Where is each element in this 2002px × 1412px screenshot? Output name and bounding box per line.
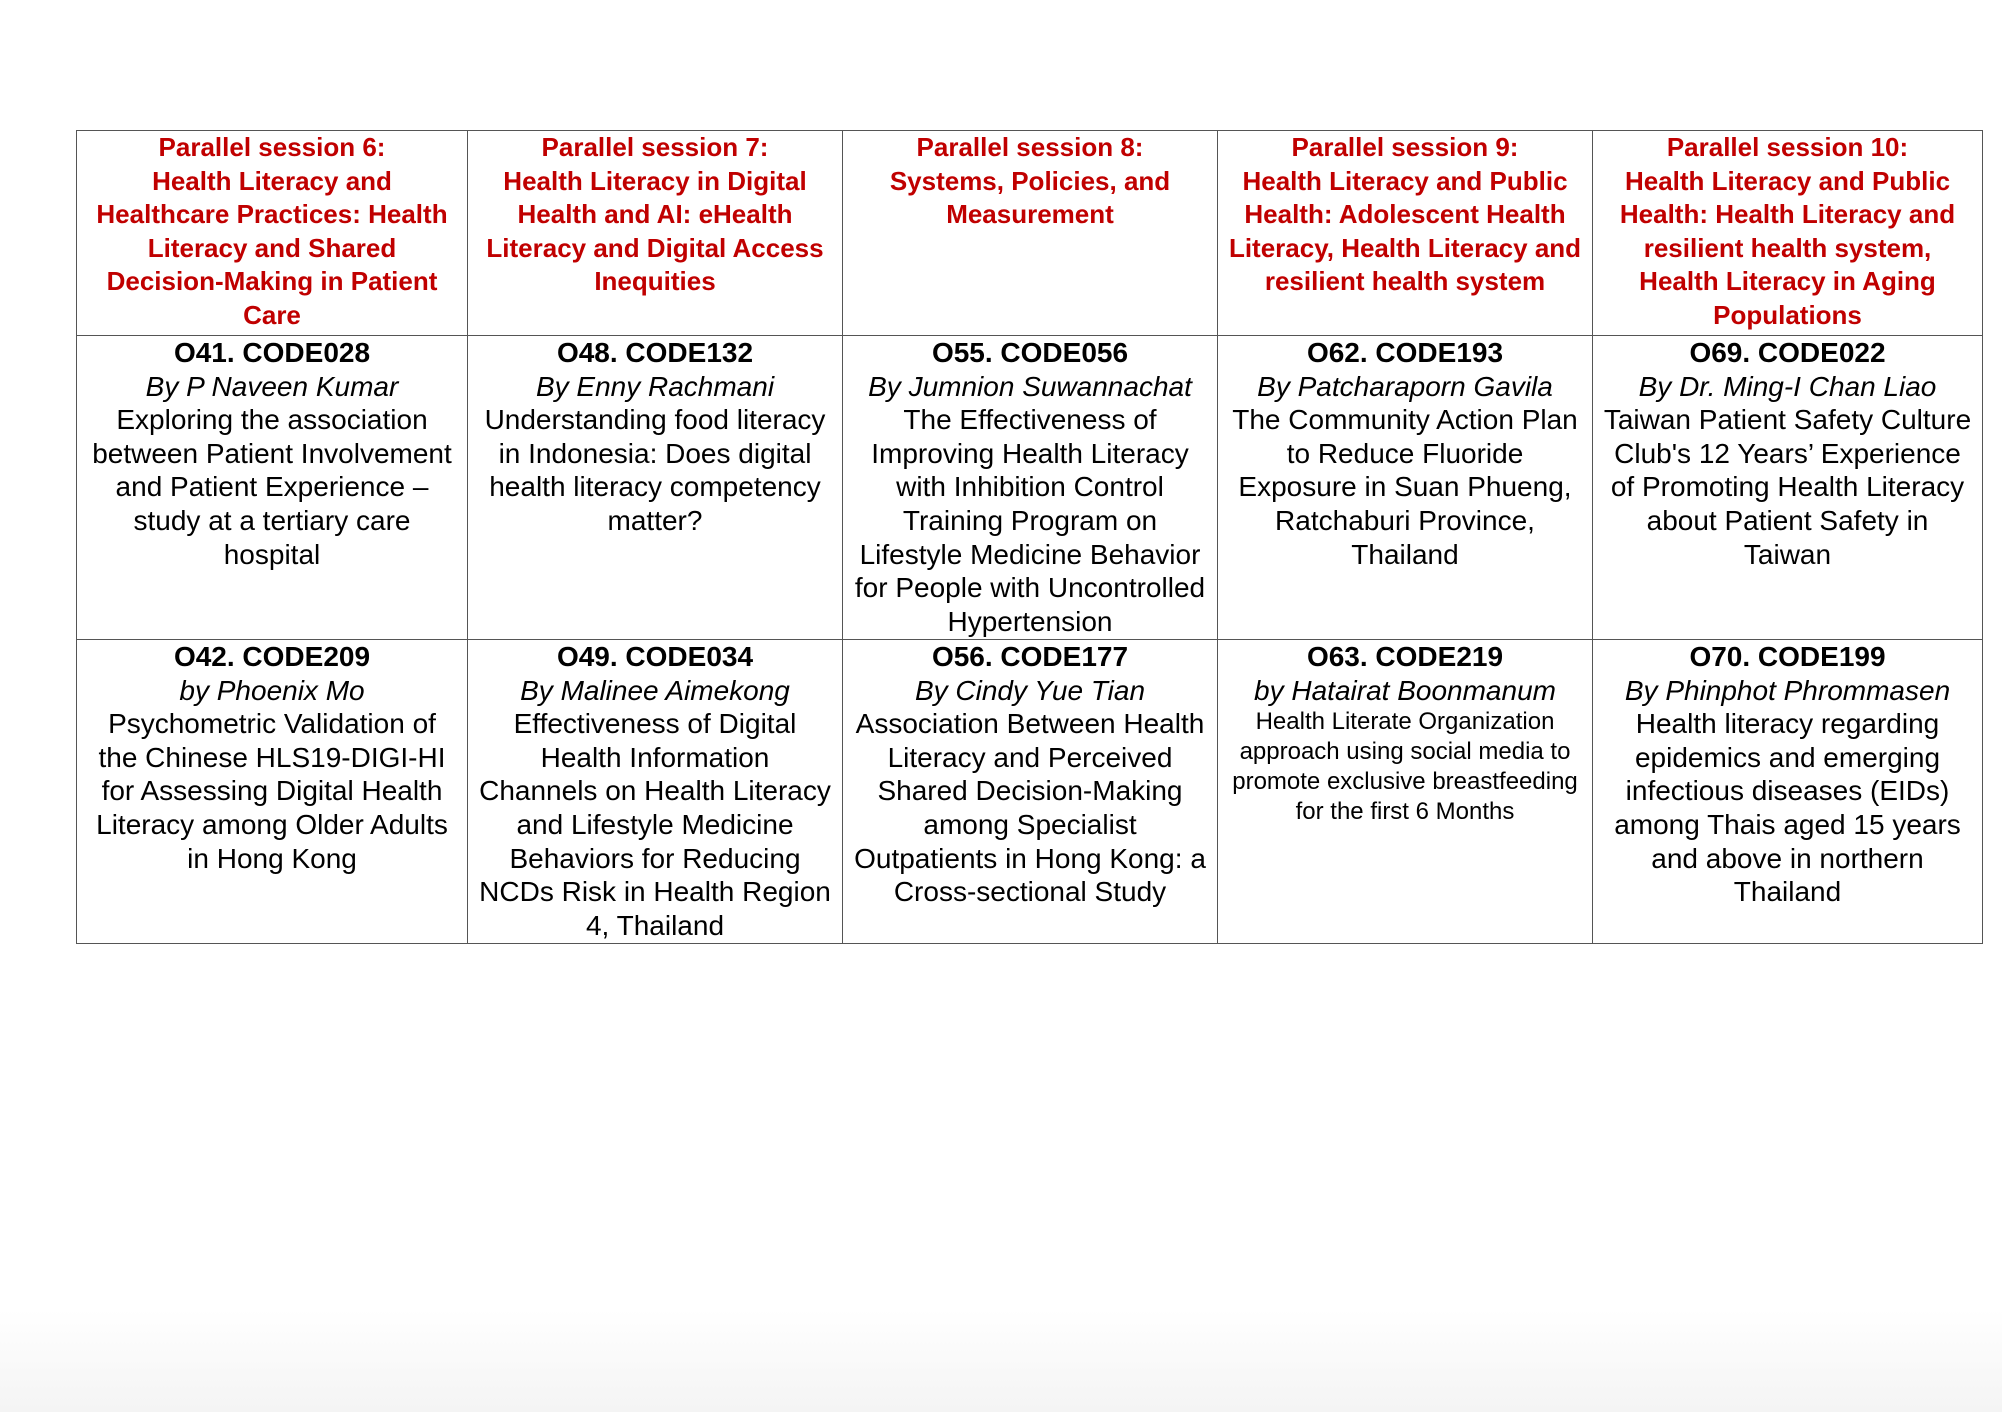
paper-cell-o69 — [1593, 336, 1983, 640]
paper-cell-o63 — [1218, 640, 1593, 944]
paper-title: Understanding food literacy in Indonesia: Does digital health literacy competency matter? — [484, 404, 826, 536]
paper-cell-o70 — [1593, 640, 1983, 944]
session-title: Health Literacy and Public Health: Health Literacy and resilient health system, Health Literacy in Aging Populations — [1619, 165, 1956, 330]
paper-author: By Enny Rachmani — [535, 370, 775, 402]
paper-cell-o56 — [843, 640, 1218, 944]
paper-title: Exploring the association between Patient Involvement and Patient Experience – study at a tertiary care hospital — [92, 404, 452, 570]
session-title: Health Literacy and Healthcare Practices: Health Literacy and Shared Decision-Making in Patient Care — [96, 165, 448, 330]
paper-code: O42. CODE209 — [173, 641, 371, 672]
session-header-row — [77, 131, 1983, 336]
paper-title: Health Literate Organization approach using social media to promote exclusive breastfeeding for the first 6 Months — [1232, 708, 1578, 826]
session-header-6 — [77, 131, 468, 336]
paper-code: O70. CODE199 — [1689, 641, 1886, 672]
session-label: Parallel session 9: — [1291, 132, 1519, 162]
paper-author: By Patcharaporn Gavila — [1257, 370, 1553, 402]
paper-author: By Cindy Yue Tian — [914, 674, 1146, 706]
session-header-9 — [1218, 131, 1593, 336]
paper-title: Health literacy regarding epidemics and emerging infectious diseases (EIDs) among Thais aged 15 years and above in northern Thailand — [1614, 708, 1961, 908]
session-header-7 — [468, 131, 843, 336]
parallel-sessions-table — [76, 130, 1983, 944]
paper-row-2 — [77, 640, 1983, 944]
paper-cell-o41 — [77, 336, 468, 640]
paper-code: O69. CODE022 — [1689, 337, 1886, 368]
paper-title: Association Between Health Literacy and Perceived Shared Decision-Making among Specialist Outpatients in Hong Kong: a Cross-sectional Study — [854, 708, 1206, 908]
paper-code: O48. CODE132 — [556, 337, 754, 368]
paper-code: O41. CODE028 — [173, 337, 371, 368]
paper-title: Effectiveness of Digital Health Information Channels on Health Literacy and Lifestyle Medicine Behaviors for Reducing NCDs Risk in Health Region 4, Thailand — [479, 708, 831, 941]
paper-author: By P Naveen Kumar — [145, 370, 399, 402]
paper-title: The Effectiveness of Improving Health Literacy with Inhibition Control Training Program on Lifestyle Medicine Behavior for People with Uncontrolled Hypertension — [854, 404, 1206, 637]
session-title: Systems, Policies, and Measurement — [889, 165, 1171, 230]
paper-cell-o49 — [468, 640, 843, 944]
paper-cell-o55 — [843, 336, 1218, 640]
paper-cell-o62 — [1218, 336, 1593, 640]
page-bottom-shade — [0, 1310, 2002, 1412]
session-header-8 — [843, 131, 1218, 336]
paper-author: By Malinee Aimekong — [520, 674, 790, 706]
paper-cell-o48 — [468, 336, 843, 640]
paper-cell-o42 — [77, 640, 468, 944]
session-title: Health Literacy and Public Health: Adolescent Health Literacy, Health Literacy and resilient health system — [1228, 165, 1582, 297]
session-title: Health Literacy in Digital Health and AI: eHealth Literacy and Digital Access Inequities — [486, 165, 824, 297]
paper-title: The Community Action Plan to Reduce Fluoride Exposure in Suan Phueng, Ratchaburi Province, Thailand — [1232, 404, 1578, 570]
session-label: Parallel session 7: — [541, 132, 769, 162]
session-header-10 — [1593, 131, 1983, 336]
paper-code: O62. CODE193 — [1306, 337, 1504, 368]
paper-code: O63. CODE219 — [1306, 641, 1504, 672]
paper-author: By Phinphot Phrommasen — [1624, 674, 1951, 706]
paper-code: O56. CODE177 — [931, 641, 1129, 672]
paper-row-1 — [77, 336, 1983, 640]
paper-code: O55. CODE056 — [931, 337, 1129, 368]
paper-title: Taiwan Patient Safety Culture Club's 12 Years’ Experience of Promoting Health Literacy about Patient Safety in Taiwan — [1603, 404, 1972, 570]
paper-author: By Jumnion Suwannachat — [868, 370, 1192, 402]
paper-author: By Dr. Ming-I Chan Liao — [1638, 370, 1937, 402]
paper-code: O49. CODE034 — [556, 641, 754, 672]
paper-title: Psychometric Validation of the Chinese HLS19-DIGI-HI for Assessing Digital Health Literacy among Older Adults in Hong Kong — [96, 708, 448, 874]
paper-author: by Phoenix Mo — [179, 674, 365, 706]
session-label: Parallel session 10: — [1666, 132, 1909, 162]
paper-author: by Hatairat Boonmanum — [1254, 674, 1556, 706]
session-label: Parallel session 6: — [158, 132, 386, 162]
session-label: Parallel session 8: — [916, 132, 1144, 162]
